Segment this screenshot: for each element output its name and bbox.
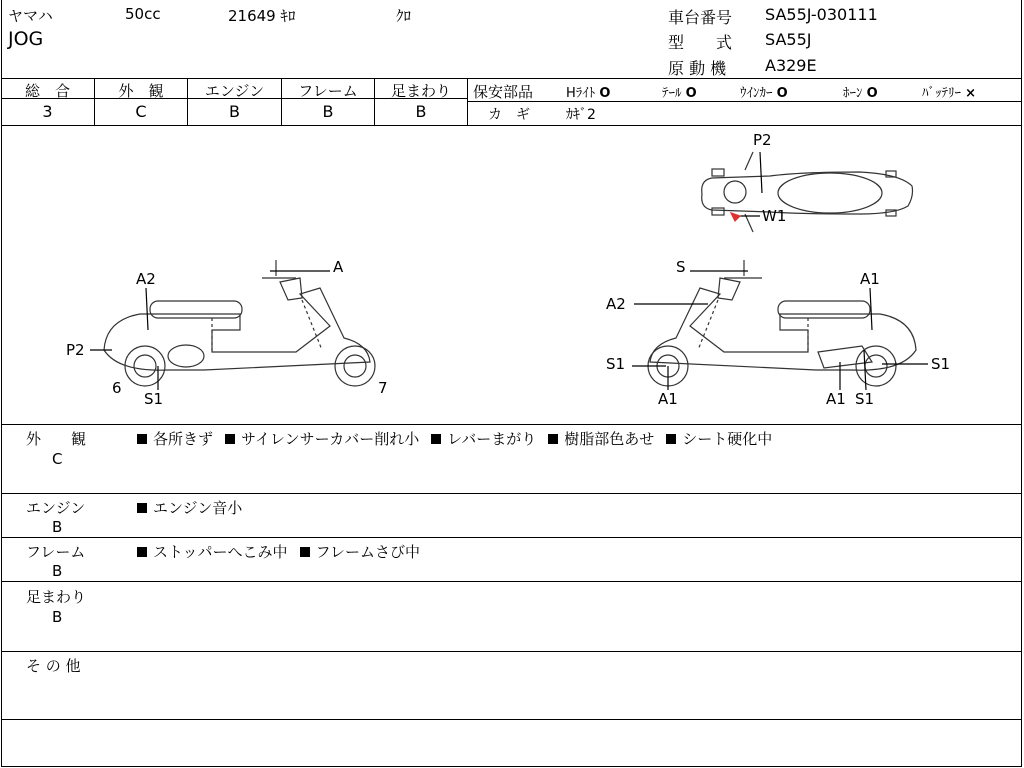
frame-score-label: フレーム	[298, 82, 358, 100]
type-value: SA55J	[765, 30, 812, 49]
remark-exterior-label: 外 観	[26, 430, 87, 448]
exterior-label: 外 観	[118, 82, 164, 100]
scooter-left-view	[90, 260, 375, 390]
scooter-right-view	[632, 260, 928, 390]
key-value: ｶｷﾞ2	[566, 107, 596, 123]
frame-score: B	[322, 102, 334, 121]
remark-engine-label: エンジン	[26, 499, 86, 517]
remark-frame-grade: B	[52, 562, 63, 580]
engine-score: B	[229, 102, 240, 121]
diagram-label-left-6: 6	[112, 379, 122, 397]
displacement: 50cc	[125, 5, 161, 23]
frame-no: SA55J-030111	[765, 5, 878, 24]
scooter-top-view	[702, 152, 913, 232]
overall-label: 総 合	[24, 82, 70, 100]
diagram-label-left-a2: A2	[136, 270, 156, 288]
diagram-label-right-s: S	[676, 258, 686, 276]
exterior-score: C	[135, 102, 147, 121]
remark-frame-label: フレーム	[26, 543, 86, 561]
remark-exterior-items: 各所きず サイレンサーカバー削れ小 レバーまがり 樹脂部色あせ シート硬化中	[137, 428, 784, 449]
remark-frame-items: ストッパーへこみ中 フレームさび中	[137, 541, 432, 562]
diagram-label-left-p2: P2	[66, 341, 85, 359]
diagram-label-left-7: 7	[378, 379, 388, 397]
suspension-score-label: 足まわり	[390, 82, 451, 100]
divider	[1, 651, 1022, 652]
safety-item-tail: ﾃｰﾙ O	[662, 86, 697, 101]
divider	[1, 493, 1022, 494]
safety-item-winker: ｳｲﾝｶｰ O	[740, 86, 788, 101]
diagram-label-right-s1-right: S1	[931, 355, 951, 373]
diagram-label-left-s1: S1	[144, 390, 164, 408]
engine-value: A329E	[765, 56, 817, 75]
diagram-label-top-w1: W1	[762, 207, 787, 225]
safety-title: 保安部品	[473, 83, 534, 101]
diagram-label-right-a1-top: A1	[860, 270, 880, 288]
diagram-label-right-a2: A2	[606, 295, 626, 313]
engine-score-label: エンジン	[204, 82, 265, 100]
color: ｸﾛ	[396, 7, 412, 25]
diagram-label-right-a1-wheel: A1	[658, 390, 678, 408]
diagram-label-right-s1-left: S1	[606, 355, 626, 373]
model-name: JOG	[8, 28, 44, 50]
diagram-label-right-s1-bottom: S1	[855, 390, 875, 408]
remark-suspension-label: 足まわり	[26, 588, 87, 606]
key-label: カ ギ	[488, 107, 530, 123]
diagram-label-left-a: A	[333, 258, 344, 276]
divider	[1, 719, 1022, 720]
overall-score: 3	[42, 102, 53, 121]
divider	[1, 581, 1022, 582]
suspension-score: B	[415, 102, 427, 121]
engine-label: 原 動 機	[668, 59, 727, 78]
remark-exterior-grade: C	[52, 450, 63, 468]
divider	[1, 424, 1022, 425]
type-label: 型 式	[668, 33, 733, 52]
remark-suspension-grade: B	[52, 608, 63, 626]
safety-item-horn: ﾎｰﾝ O	[843, 86, 878, 101]
mileage: 21649 ｷﾛ	[228, 7, 296, 25]
maker: ヤマハ	[8, 7, 53, 25]
remark-other-label: そ の 他	[26, 657, 81, 675]
safety-item-battery: ﾊﾞｯﾃﾘｰ ×	[922, 86, 977, 101]
remark-engine-grade: B	[52, 518, 63, 536]
safety-item-headlight: Hﾗｲﾄ O	[566, 86, 611, 101]
remark-engine-items: エンジン音小	[137, 497, 254, 518]
frame-no-label: 車台番号	[668, 8, 733, 27]
diagram-label-right-a1-bottom: A1	[826, 390, 846, 408]
diagram-label-top-p2: P2	[753, 131, 772, 149]
divider	[1, 537, 1022, 538]
